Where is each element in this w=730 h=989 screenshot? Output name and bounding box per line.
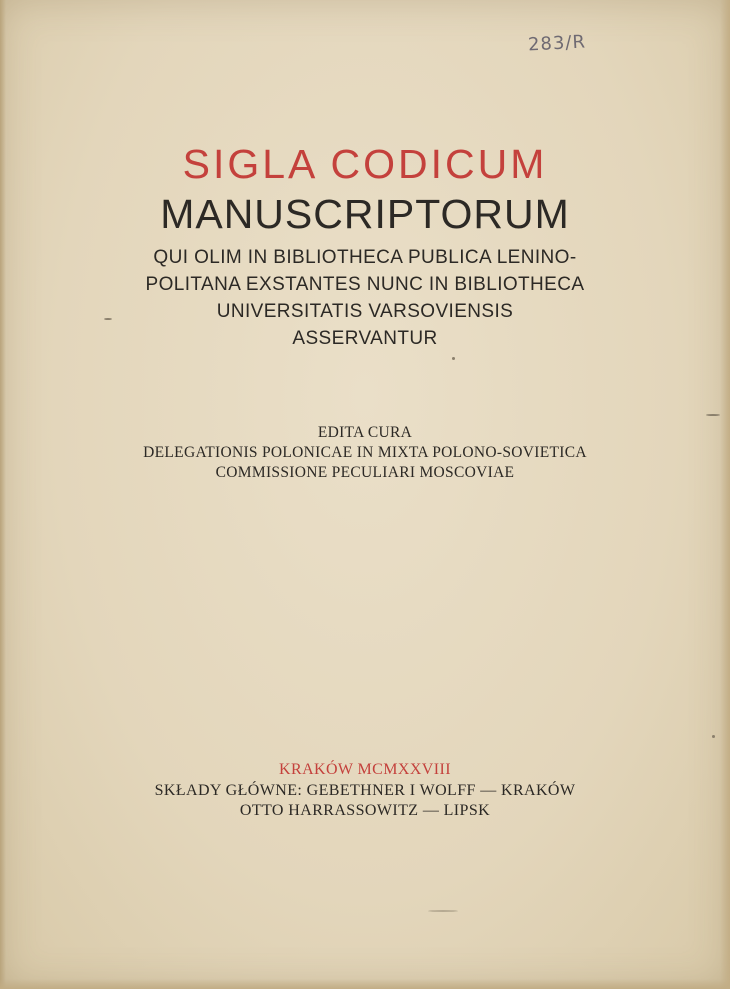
title-line-2: MANUSCRIPTORUM [160,191,570,237]
imprint-line-3: OTTO HARRASSOWITZ — LIPSK [239,802,491,819]
paper-speck [452,357,455,360]
paper-speck [104,318,112,320]
imprint-place-year: KRAKÓW MCMXXVIII [279,761,451,778]
handwritten-shelfmark: 283/R [527,31,587,56]
imprint-line-2: SKŁADY GŁÓWNE: GEBETHNER I WOLFF — KRAKÓW [154,782,576,799]
cover-bottom-edge [0,979,730,989]
editorial-line-1: EDITA CURA [317,424,413,441]
subtitle-line-4: ASSERVANTUR [292,328,438,349]
paper-speck [712,735,715,738]
paper-speck [428,910,458,912]
editorial-line-2: DELEGATIONIS POLONICAE IN MIXTA POLONO-SOVIETICA [143,444,587,461]
subtitle-line-1: QUI OLIM IN BIBLIOTHECA PUBLICA LENINO- [153,247,577,268]
paper-speck [706,414,720,416]
title-line-1: SIGLA CODICUM [182,141,548,187]
subtitle-line-3: UNIVERSITATIS VARSOVIENSIS [216,301,514,322]
editorial-line-3: COMMISSIONE PECULIARI MOSCOVIAE [215,464,515,481]
subtitle-line-2: POLITANA EXSTANTES NUNC IN BIBLIOTHECA [145,274,585,295]
